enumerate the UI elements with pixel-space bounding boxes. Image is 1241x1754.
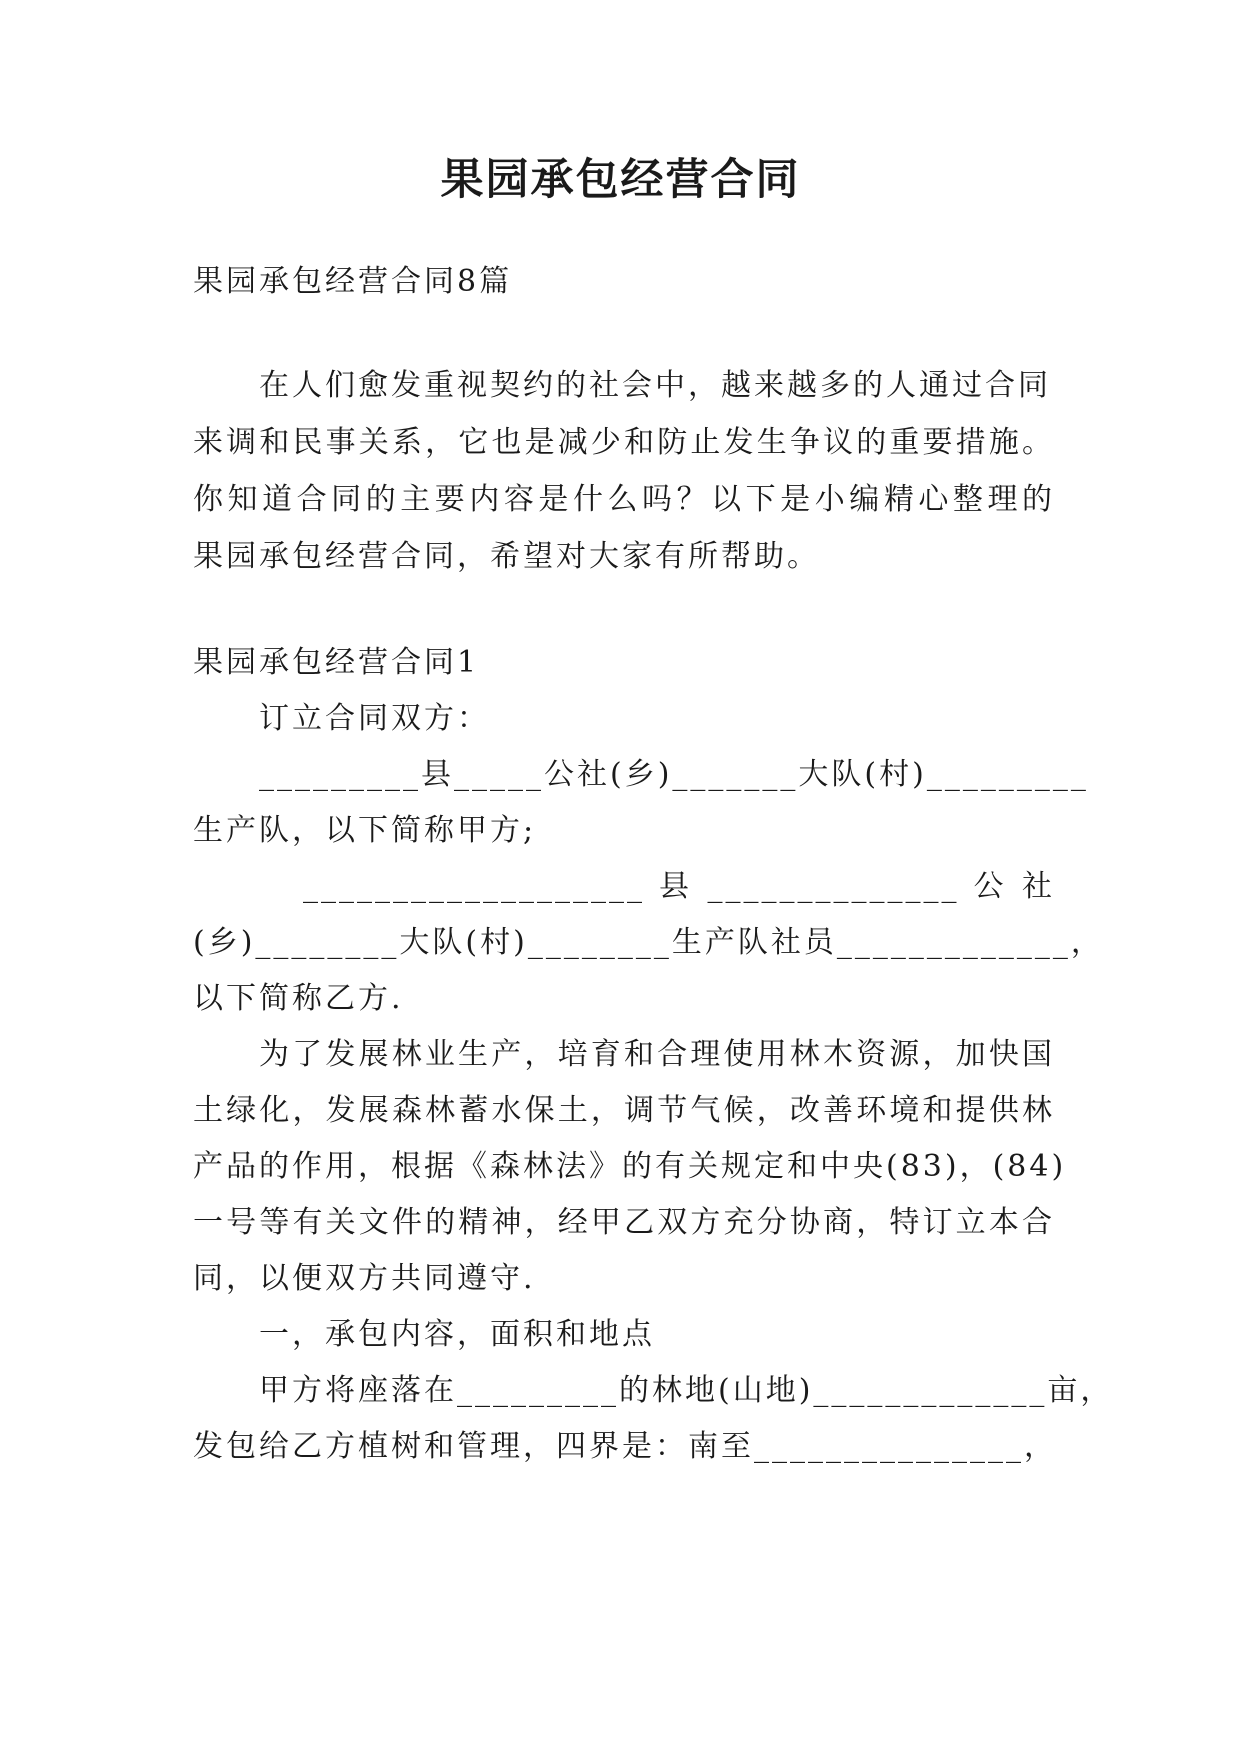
intro-line-1: 在人们愈发重视契约的社会中，越来越多的人通过合同 bbox=[259, 368, 1051, 403]
clause-one-heading: 一，承包内容，面积和地点 bbox=[259, 1317, 655, 1352]
purpose-line-2: 土绿化，发展森林蓄水保土，调节气候，改善环境和提供林 bbox=[193, 1093, 1055, 1128]
party-b-line-1: ___________________ 县 ______________ 公 社 bbox=[303, 869, 1055, 904]
intro-line-4: 果园承包经营合同，希望对大家有所帮助。 bbox=[193, 539, 820, 574]
purpose-line-3: 产品的作用，根据《森林法》的有关规定和中央(83)，(84) bbox=[193, 1149, 1067, 1184]
clause-one-line-2: 发包给乙方植树和管理，四界是：南至_______________， bbox=[193, 1429, 1057, 1464]
party-b-line-2: (乡)________大队(村)________生产队社员_____________， bbox=[193, 925, 1104, 960]
purpose-line-5: 同，以便双方共同遵守. bbox=[193, 1261, 536, 1296]
party-b-line-3: 以下简称乙方. bbox=[193, 981, 404, 1016]
purpose-line-4: 一号等有关文件的精神，经甲乙双方充分协商，特订立本合 bbox=[193, 1205, 1055, 1240]
purpose-line-1: 为了发展林业生产，培育和合理使用林木资源，加快国 bbox=[259, 1037, 1055, 1072]
intro-line-3: 你知道合同的主要内容是什么吗？以下是小编精心整理的 bbox=[193, 482, 1055, 517]
party-a-line-1: _________县_____公社(乡)_______大队(村)_________ bbox=[259, 757, 1089, 792]
party-a-line-2: 生产队，以下简称甲方; bbox=[193, 813, 537, 848]
clause-one-line-1: 甲方将座落在_________的林地(山地)_____________亩， bbox=[259, 1373, 1114, 1408]
section-heading: 果园承包经营合同1 bbox=[193, 645, 480, 680]
document-title: 果园承包经营合同 bbox=[440, 155, 801, 205]
parties-label: 订立合同双方： bbox=[259, 701, 490, 736]
intro-line-2: 来调和民事关系，它也是减少和防止发生争议的重要措施。 bbox=[193, 425, 1055, 460]
document-subtitle: 果园承包经营合同8篇 bbox=[193, 264, 513, 299]
